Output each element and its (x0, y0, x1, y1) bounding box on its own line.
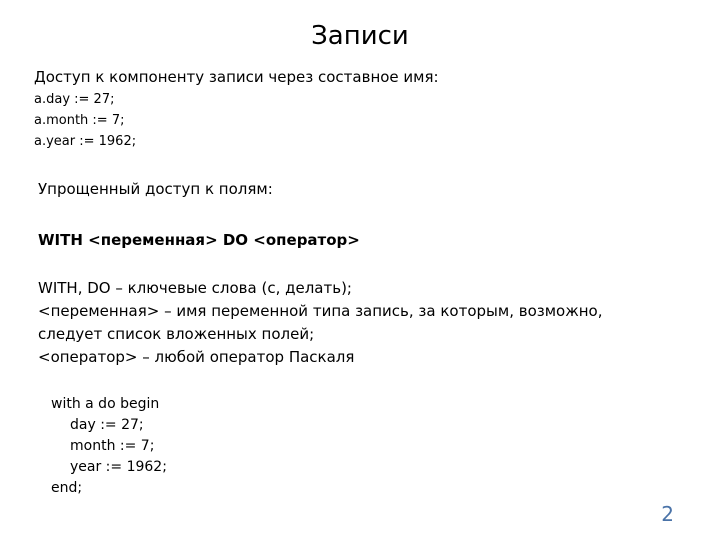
page-number: 2 (661, 502, 674, 526)
code-line: day := 27; (70, 417, 144, 433)
slide-title: Записи (311, 21, 409, 51)
code-line: year := 1962; (70, 459, 167, 475)
syntax-line: WITH <переменная> DO <оператор> (38, 231, 360, 249)
example-line: a.day := 27; (34, 92, 115, 107)
code-line: month := 7; (70, 438, 155, 454)
explanation-line: <переменная> – имя переменной типа запись, за которым, возможно, (38, 302, 603, 320)
explanation-line: <оператор> – любой оператор Паскаля (38, 348, 355, 366)
intro-text: Доступ к компоненту записи через составное имя: (34, 68, 439, 86)
code-line: with a do begin (51, 396, 160, 412)
example-line: a.year := 1962; (34, 134, 137, 149)
code-line: end; (51, 480, 83, 496)
simplified-heading: Упрощенный доступ к полям: (38, 180, 273, 198)
explanation-line: следует список вложенных полей; (38, 325, 315, 343)
example-line: a.month := 7; (34, 113, 125, 128)
explanation-line: WITH, DO – ключевые слова (с, делать); (38, 279, 352, 297)
